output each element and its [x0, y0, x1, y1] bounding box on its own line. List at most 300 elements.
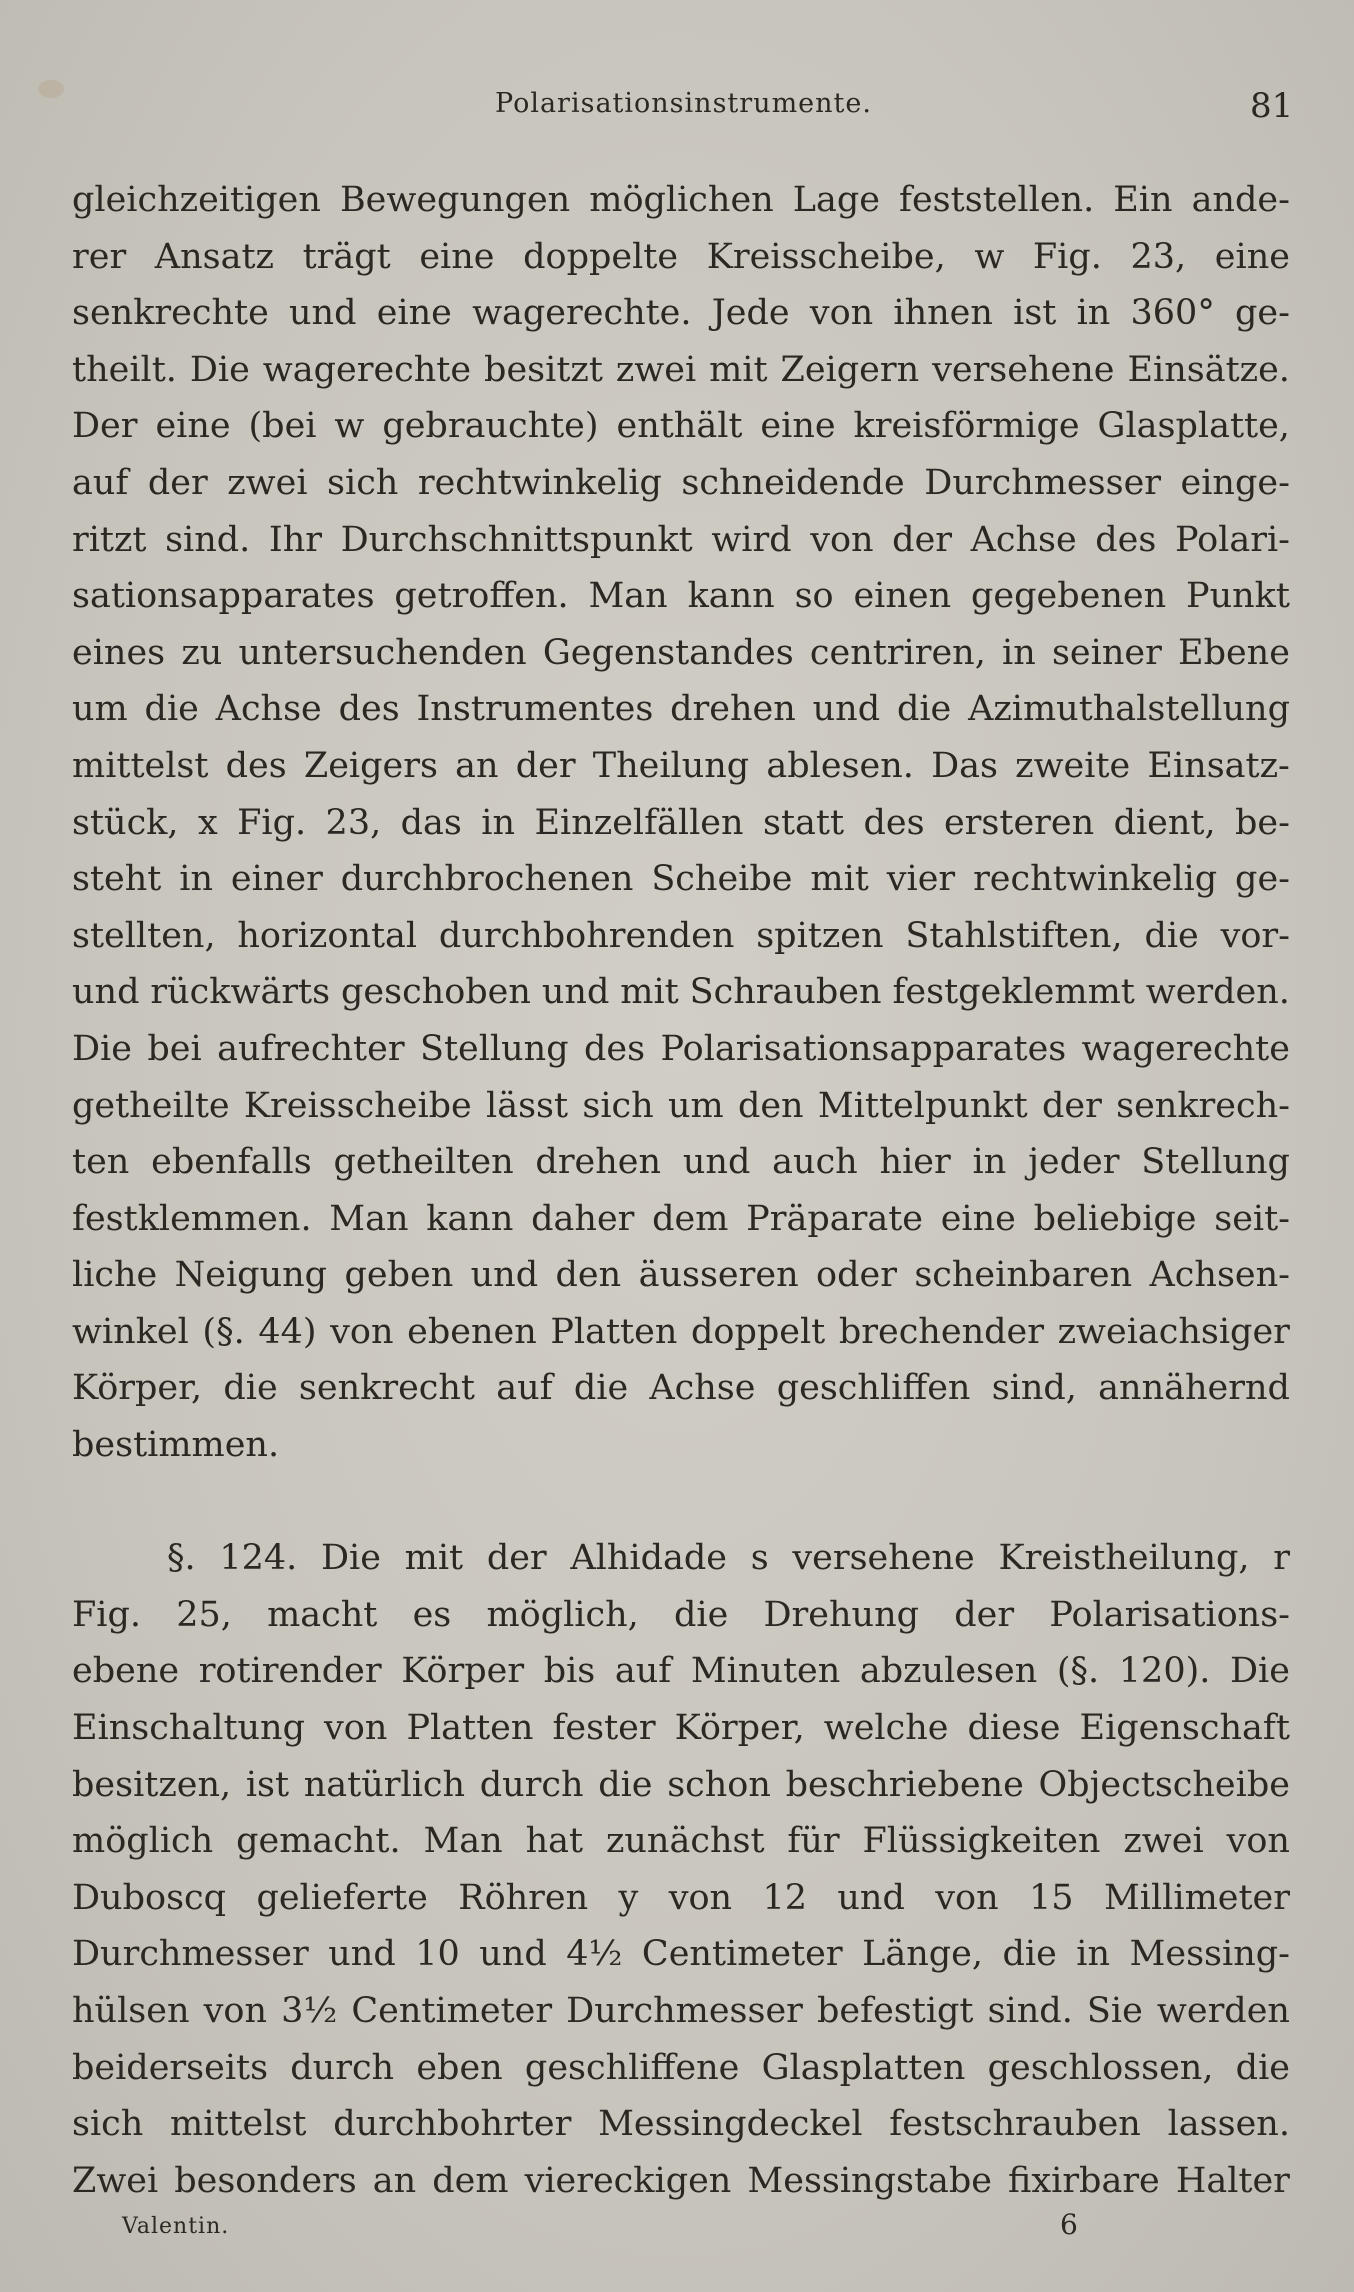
word: seit-	[1214, 1198, 1290, 1239]
word: kann	[426, 1198, 514, 1239]
word: getheilten	[333, 1142, 514, 1183]
word: Glasplatten	[761, 2047, 966, 2088]
word: geschliffen	[776, 1368, 971, 1409]
word: Die	[1229, 1651, 1290, 1692]
word: Röhren	[458, 1877, 589, 1918]
body-text	[72, 172, 1290, 2209]
word: des	[1095, 519, 1157, 560]
word: mit	[404, 1538, 464, 1579]
word: eine	[376, 293, 452, 334]
word: drehen	[670, 689, 796, 730]
word: ist	[1013, 293, 1057, 334]
word: von	[330, 1311, 394, 1352]
word: Flüssigkeiten	[862, 1821, 1101, 1862]
word: mit	[810, 859, 869, 900]
text-line	[72, 1304, 1290, 1361]
word: Sie	[1086, 1991, 1143, 2031]
word: sich	[582, 1085, 654, 1126]
word: spitzen	[756, 915, 884, 956]
word: Mittelpunkt	[817, 1085, 1028, 1126]
page-number: 81	[1250, 86, 1294, 126]
word: des	[225, 745, 287, 786]
word: kreisförmige	[853, 406, 1080, 447]
word: liche	[72, 1255, 158, 1296]
word: ebene	[72, 1651, 180, 1692]
word: rer	[72, 236, 127, 277]
word: macht	[267, 1594, 378, 1635]
word: die	[1002, 1934, 1057, 1975]
word: ritzt	[72, 519, 147, 560]
word: gelieferte	[256, 1877, 428, 1918]
word: hat	[525, 1821, 584, 1862]
word: sich	[327, 462, 399, 503]
word: durch	[290, 2047, 395, 2088]
word: zweite	[1015, 745, 1131, 786]
word: befestigt	[817, 1991, 974, 2031]
text-line	[72, 1587, 1290, 1644]
word: von	[809, 293, 874, 334]
word: kann	[687, 576, 775, 617]
word: Kreistheilung,	[998, 1538, 1250, 1579]
word: und	[72, 972, 140, 1013]
word: Die	[72, 1028, 132, 1069]
word: abzulesen	[859, 1651, 1038, 1692]
word: Man	[423, 1821, 503, 1862]
word: besonders	[174, 2160, 357, 2201]
text-line	[72, 2096, 1290, 2153]
word: besitzen,	[72, 1764, 232, 1805]
word: wagerechte.	[472, 293, 692, 334]
word: Zeigers	[303, 745, 438, 786]
word: es	[412, 1594, 452, 1635]
word: brechender	[838, 1311, 1044, 1352]
word: und	[328, 1934, 396, 1975]
word: von	[810, 519, 874, 560]
word: Der	[72, 406, 138, 447]
word: beschriebene	[785, 1764, 1024, 1805]
word: winkel	[72, 1311, 189, 1352]
word: Messing-	[1129, 1934, 1290, 1975]
word: senkrechte	[72, 293, 269, 334]
word: auf	[496, 1368, 553, 1409]
word: Durchmesser	[924, 462, 1162, 503]
word: feststellen.	[899, 180, 1095, 220]
word: ebenen	[407, 1311, 537, 1352]
word: die	[573, 1368, 629, 1409]
word: und	[479, 1934, 547, 1975]
word: §.	[167, 1538, 196, 1579]
word: senkrecht	[298, 1368, 475, 1409]
text-line	[72, 1078, 1290, 1135]
word: statt	[763, 802, 845, 843]
word: einer	[230, 859, 323, 900]
word: 10	[415, 1934, 460, 1975]
word: in	[1076, 1934, 1111, 1975]
text-line	[72, 455, 1290, 512]
text-line	[72, 398, 1290, 455]
word: r	[1273, 1538, 1290, 1579]
word: rechtwinkelig	[417, 462, 662, 503]
word: jeder	[1028, 1142, 1120, 1183]
word: Polarisations-	[1049, 1594, 1290, 1635]
word: Instrumentes	[416, 689, 654, 730]
word: enthält	[616, 406, 743, 447]
word: Einzelfällen	[534, 802, 744, 843]
word: eben	[416, 2047, 503, 2088]
word: rotirender	[198, 1651, 382, 1692]
word: und	[289, 293, 357, 334]
word: in	[972, 1142, 1007, 1183]
word: von	[668, 1877, 733, 1918]
word: Körper,	[72, 1368, 203, 1409]
word: rechtwinkelig	[973, 859, 1218, 900]
word: vier	[886, 859, 956, 900]
word: centriren,	[809, 632, 986, 673]
word: durchbrochenen	[340, 859, 634, 900]
word: Die	[189, 349, 250, 390]
word: Eigenschaft	[1079, 1708, 1290, 1749]
text-line	[72, 1247, 1290, 1304]
text-line	[72, 512, 1290, 569]
word: an	[455, 745, 499, 786]
word: Centimeter	[641, 1934, 843, 1975]
word: ersteren	[943, 802, 1095, 843]
word: Kreisscheibe	[243, 1085, 472, 1126]
word: w	[974, 236, 1005, 277]
word: Durchmesser	[72, 1934, 309, 1975]
word: doppelte	[523, 236, 679, 277]
word: von	[1226, 1821, 1290, 1862]
word: drehen	[535, 1142, 662, 1183]
word: Kreisscheibe,	[706, 236, 946, 277]
word: vor-	[1220, 915, 1290, 956]
word: 23,	[1130, 236, 1187, 277]
word: einen	[853, 576, 952, 617]
paper-stain	[38, 80, 64, 98]
word: Zwei	[72, 2160, 159, 2201]
text-line	[72, 2153, 1290, 2210]
word: der	[892, 519, 953, 560]
word: Punkt	[1186, 576, 1290, 617]
text-line	[72, 1700, 1290, 1757]
word: festklemmen.	[72, 1198, 312, 1239]
word: die	[598, 1764, 653, 1805]
word: 12	[762, 1877, 808, 1918]
word: 23,	[325, 802, 382, 843]
text-line	[72, 229, 1290, 286]
word: Körper,	[674, 1708, 805, 1749]
word: Messingdeckel	[598, 2104, 863, 2145]
word: Ebene	[1178, 632, 1290, 673]
word: untersuchenden	[238, 632, 527, 673]
word: beliebige	[1033, 1198, 1197, 1239]
running-head: Polarisationsinstrumente.	[495, 88, 872, 119]
word: der	[1041, 1085, 1102, 1126]
word: das	[400, 802, 462, 843]
word: des	[338, 689, 400, 730]
word: eine	[1214, 236, 1290, 277]
word: und	[541, 972, 610, 1013]
word: senkrech-	[1116, 1085, 1290, 1126]
word: Bewegungen	[339, 180, 571, 220]
text-line	[72, 1360, 1290, 1417]
word: daher	[531, 1198, 635, 1239]
text-line	[72, 172, 1290, 229]
word: Schrauben	[689, 972, 882, 1013]
word: in	[481, 802, 516, 843]
word: fester	[552, 1708, 656, 1749]
word: natürlich	[303, 1764, 466, 1805]
word: bei	[147, 1028, 202, 1069]
word: eine	[940, 1198, 1016, 1239]
word: Theilung	[592, 745, 750, 786]
word: ablesen.	[766, 745, 914, 786]
text-line	[72, 964, 1290, 1021]
word: den	[555, 1255, 622, 1296]
word: Gegenstandes	[542, 632, 794, 673]
word: rückwärts	[150, 972, 331, 1013]
word: getheilte	[72, 1085, 230, 1126]
text-line	[72, 795, 1290, 852]
word: mit	[620, 972, 679, 1013]
word: w	[334, 406, 365, 447]
word: von	[324, 1708, 388, 1749]
word: 120).	[1118, 1651, 1211, 1692]
word: den	[737, 1085, 804, 1126]
word: auf	[72, 462, 129, 503]
word: eine	[760, 406, 836, 447]
word: stück,	[72, 802, 179, 843]
text-line	[72, 738, 1290, 795]
word: gleichzeitigen	[72, 180, 321, 220]
word: geschoben	[340, 972, 531, 1013]
word: zwei	[615, 349, 697, 390]
word: werden.	[1145, 972, 1290, 1013]
word: und	[682, 1142, 751, 1183]
word: ge-	[1235, 859, 1290, 900]
word: Ansatz	[154, 236, 274, 277]
word: und	[812, 689, 881, 730]
word: (§.	[202, 1311, 245, 1352]
paragraph-gap	[72, 1474, 1290, 1531]
word: stellten,	[72, 915, 216, 956]
word: Glasplatte,	[1097, 406, 1290, 447]
word: in	[1002, 632, 1036, 673]
word: zunächst	[605, 1821, 765, 1862]
word: Achse	[970, 519, 1077, 560]
word: Die	[320, 1538, 381, 1579]
text-line	[72, 1926, 1290, 1983]
word: werden	[1156, 1991, 1290, 2031]
word: durchbohrenden	[438, 915, 735, 956]
text-line: bestimmen.	[72, 1425, 280, 1466]
word: scheinbaren	[914, 1255, 1133, 1296]
word: geben	[344, 1255, 454, 1296]
word: zwei	[227, 462, 308, 503]
word: an	[372, 2160, 417, 2201]
word: schon	[667, 1764, 771, 1805]
word: die	[1235, 2047, 1290, 2088]
word: Einschaltung	[72, 1708, 306, 1749]
word: mit	[709, 349, 768, 390]
word: Einsatz-	[1147, 745, 1290, 786]
text-line	[72, 1134, 1290, 1191]
word: dem	[652, 1198, 729, 1239]
word: 15	[1029, 1877, 1074, 1918]
text-line	[72, 1021, 1290, 1078]
word: wagerechte	[1081, 1028, 1290, 1069]
text-line	[72, 908, 1290, 965]
word: sich	[72, 2104, 144, 2145]
word: seiner	[1051, 632, 1162, 673]
word: doppelt	[690, 1311, 826, 1352]
word: der	[486, 1538, 547, 1579]
word: und	[470, 1255, 539, 1296]
word: be-	[1235, 802, 1290, 843]
word: diese	[967, 1708, 1061, 1749]
signature-mark: 6	[1060, 2208, 1078, 2241]
text-line	[72, 568, 1290, 625]
word: ten	[72, 1142, 130, 1183]
word: Azimuthalstellung	[968, 689, 1290, 730]
word: geschliffene	[524, 2047, 740, 2088]
word: Fig.	[72, 1594, 142, 1635]
word: wird	[711, 519, 792, 560]
word: ihnen	[893, 293, 993, 334]
word: Polari-	[1174, 519, 1290, 560]
word: der	[954, 1594, 1015, 1635]
footer-author: Valentin.	[122, 2214, 230, 2239]
word: Duboscq	[72, 1877, 227, 1918]
word: Millimeter	[1103, 1877, 1290, 1918]
word: sind,	[991, 1368, 1077, 1409]
word: die	[673, 1594, 729, 1635]
text-line	[72, 1983, 1290, 2040]
word: Polarisationsapparates	[660, 1028, 1067, 1069]
word: horizontal	[237, 915, 418, 956]
word: die	[144, 689, 199, 730]
word: Zeigern	[780, 349, 920, 390]
word: Halter	[1175, 2160, 1290, 2201]
word: Alhidade	[570, 1538, 727, 1579]
word: Durchmesser	[566, 1991, 803, 2031]
word: lassen.	[1167, 2104, 1290, 2145]
word: Fig.	[1032, 236, 1102, 277]
text-line	[72, 1191, 1290, 1248]
text-line	[72, 1757, 1290, 1814]
word: x	[197, 802, 218, 843]
word: sind.	[987, 1991, 1073, 2031]
word: steht	[72, 859, 162, 900]
word: Lage	[792, 180, 880, 220]
word: hier	[879, 1142, 951, 1183]
word: geschlossen,	[987, 2047, 1214, 2088]
word: um	[72, 689, 128, 730]
text-line	[72, 342, 1290, 399]
word: für	[787, 1821, 840, 1862]
word: zwei	[1123, 1821, 1204, 1862]
word: ist	[245, 1764, 290, 1805]
word: auch	[772, 1142, 858, 1183]
word: hülsen	[72, 1991, 190, 2031]
text-line	[72, 1813, 1290, 1870]
word: dient,	[1113, 802, 1216, 843]
word: Achse	[649, 1368, 756, 1409]
word: ebenfalls	[151, 1142, 312, 1183]
word: möglich,	[486, 1594, 639, 1635]
word: möglich	[72, 1821, 214, 1862]
text-line	[72, 285, 1290, 342]
word: Länge,	[862, 1934, 984, 1975]
word: annähernd	[1098, 1368, 1290, 1409]
word: des	[863, 802, 925, 843]
word: die	[896, 689, 952, 730]
word: schneidende	[681, 462, 905, 503]
word: (§.	[1056, 1651, 1100, 1692]
word: bis	[543, 1651, 596, 1692]
word: ande-	[1191, 180, 1290, 220]
word: Körper	[401, 1651, 525, 1692]
text-line	[72, 1530, 1290, 1587]
word: durch	[479, 1764, 584, 1805]
word: getroffen.	[394, 576, 569, 617]
word: Centimeter	[351, 1991, 553, 2031]
word: von	[935, 1877, 999, 1918]
word: Platten	[406, 1708, 534, 1749]
word: zu	[181, 632, 223, 673]
word: 3½	[281, 1991, 338, 2031]
word: Jede	[711, 293, 790, 334]
word: versehene	[932, 349, 1115, 390]
word: beiderseits	[72, 2047, 269, 2088]
word: Fig.	[237, 802, 307, 843]
text-line	[72, 681, 1290, 738]
word: sind.	[165, 519, 251, 560]
word: ge-	[1235, 293, 1290, 334]
word: Durchschnittspunkt	[340, 519, 693, 560]
word: Objectscheibe	[1038, 1764, 1290, 1805]
word: um	[667, 1085, 724, 1126]
word: durchbohrter	[333, 2104, 572, 2145]
word: mittelst	[72, 745, 209, 786]
word: 124.	[219, 1538, 298, 1579]
word: Scheibe	[651, 859, 793, 900]
word: besitzt	[484, 349, 603, 390]
word: festgeklemmt	[892, 972, 1135, 1013]
word: viereckigen	[524, 2160, 732, 2201]
word: wagerechte	[262, 349, 472, 390]
word: Neigung	[174, 1255, 328, 1296]
word: von	[203, 1991, 267, 2031]
word: eine	[419, 236, 495, 277]
word: die	[223, 1368, 278, 1409]
word: gemacht.	[236, 1821, 401, 1862]
word: 4½	[566, 1934, 623, 1975]
word: Das	[931, 745, 998, 786]
text-line	[72, 851, 1290, 908]
word: trägt	[302, 236, 391, 277]
word: mittelst	[170, 2104, 307, 2145]
word: die	[1144, 915, 1199, 956]
word: oder	[816, 1255, 897, 1296]
word: äusseren	[638, 1255, 799, 1296]
word: fixirbare	[1008, 2160, 1160, 2201]
word: welche	[823, 1708, 949, 1749]
word: Stellung	[1141, 1142, 1290, 1183]
word: 44)	[258, 1311, 317, 1352]
word: so	[794, 576, 834, 617]
word: sationsapparates	[72, 576, 375, 617]
